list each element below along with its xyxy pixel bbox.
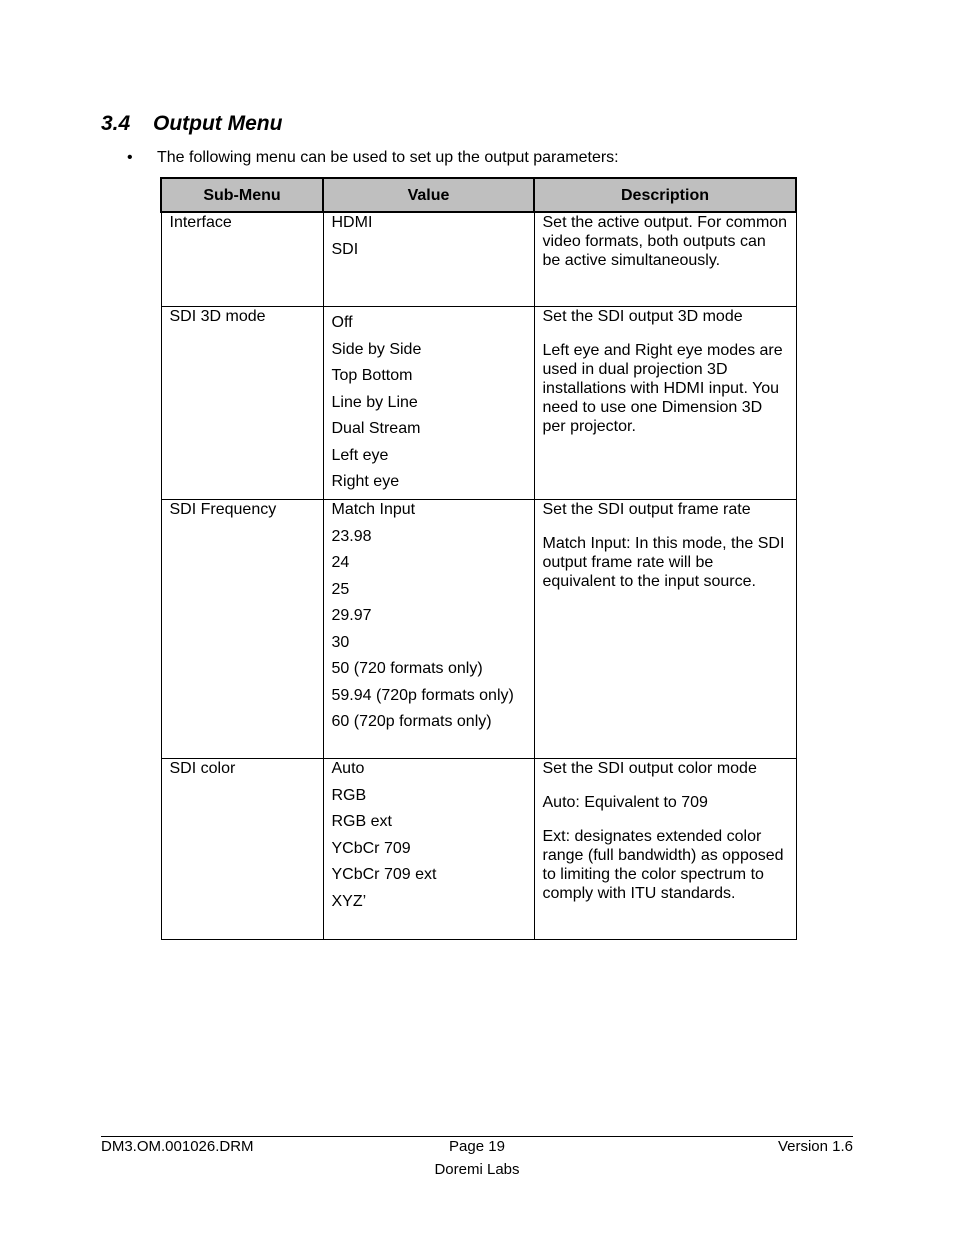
description-paragraph: Left eye and Right eye modes are used in dual projection 3D installations with HDMI input. You need to use one Dimension 3D per projector. <box>542 342 783 435</box>
value-item: Auto <box>331 760 365 777</box>
value-item: 29.97 <box>331 607 372 624</box>
footer-doc-id: DM3.OM.001026.DRM <box>101 1138 254 1155</box>
description-paragraph: Set the active output. For common video formats, both outputs can be active simultaneously. <box>542 214 788 269</box>
description-paragraph: Set the SDI output color mode <box>542 760 757 777</box>
description-paragraph: Auto: Equivalent to 709 <box>542 794 708 811</box>
footer-company: Doremi Labs <box>434 1161 520 1178</box>
value-item: 50 (720 formats only) <box>331 660 483 677</box>
description-cell <box>534 212 796 307</box>
description-paragraph: Match Input: In this mode, the SDI output frame rate will be equivalent to the input source. <box>542 535 785 590</box>
value-item: 23.98 <box>331 527 372 545</box>
table-row <box>161 307 796 500</box>
value-cell <box>323 759 534 940</box>
section-heading <box>101 112 282 136</box>
description-paragraph: Ext: designates extended color range (full bandwidth) as opposed to limiting the color spectrum to comply with ITU standards. <box>542 828 784 902</box>
description-cell <box>534 307 796 500</box>
value-cell <box>323 212 534 307</box>
section-number: 3.4 <box>101 112 131 135</box>
footer-version: Version 1.6 <box>777 1138 853 1155</box>
value-item: SDI <box>331 240 359 258</box>
table-row <box>161 500 796 759</box>
value-item: YCbCr 709 <box>331 839 411 857</box>
value-item: Line by Line <box>331 393 418 411</box>
value-item: YCbCr 709 ext <box>331 866 437 883</box>
table-row <box>161 759 796 940</box>
submenu-cell: Interface <box>161 212 323 307</box>
value-item: 25 <box>331 580 350 598</box>
intro-text: The following menu can be used to set up the output parameters: <box>157 149 619 166</box>
value-item: Right eye <box>331 473 400 490</box>
description-cell <box>534 759 796 940</box>
value-item: RGB ext <box>331 813 392 830</box>
value-item: Off <box>331 314 353 331</box>
value-item: 59.94 (720p formats only) <box>331 686 514 704</box>
table-row <box>161 212 796 307</box>
submenu-cell: SDI Frequency <box>161 500 323 759</box>
footer-page-number: Page 19 <box>449 1138 505 1155</box>
value-item: Left eye <box>331 446 389 464</box>
value-item: 30 <box>331 633 350 651</box>
description-cell <box>534 500 796 759</box>
value-item: Top Bottom <box>331 367 413 384</box>
value-cell <box>323 307 534 500</box>
section-title: Output Menu <box>153 112 283 135</box>
header-submenu: Sub-Menu <box>161 178 323 212</box>
submenu-cell: SDI 3D mode <box>161 307 323 500</box>
value-item: 60 (720p formats only) <box>331 713 492 730</box>
description-paragraph: Set the SDI output 3D mode <box>542 308 743 325</box>
table-header-row <box>161 178 796 212</box>
bullet-marker: • <box>127 149 133 166</box>
submenu-cell: SDI color <box>161 759 323 940</box>
output-menu-table <box>160 177 797 940</box>
value-item: RGB <box>331 786 367 804</box>
value-item: XYZ’ <box>331 892 367 910</box>
value-item: Match Input <box>331 501 416 518</box>
footer-divider <box>101 1136 853 1137</box>
value-item: HDMI <box>331 214 373 231</box>
header-description: Description <box>534 178 796 212</box>
header-value: Value <box>323 178 534 212</box>
value-cell <box>323 500 534 759</box>
value-item: Dual Stream <box>331 420 421 437</box>
value-item: 24 <box>331 554 350 571</box>
value-item: Side by Side <box>331 340 422 358</box>
description-paragraph: Set the SDI output frame rate <box>542 501 751 518</box>
